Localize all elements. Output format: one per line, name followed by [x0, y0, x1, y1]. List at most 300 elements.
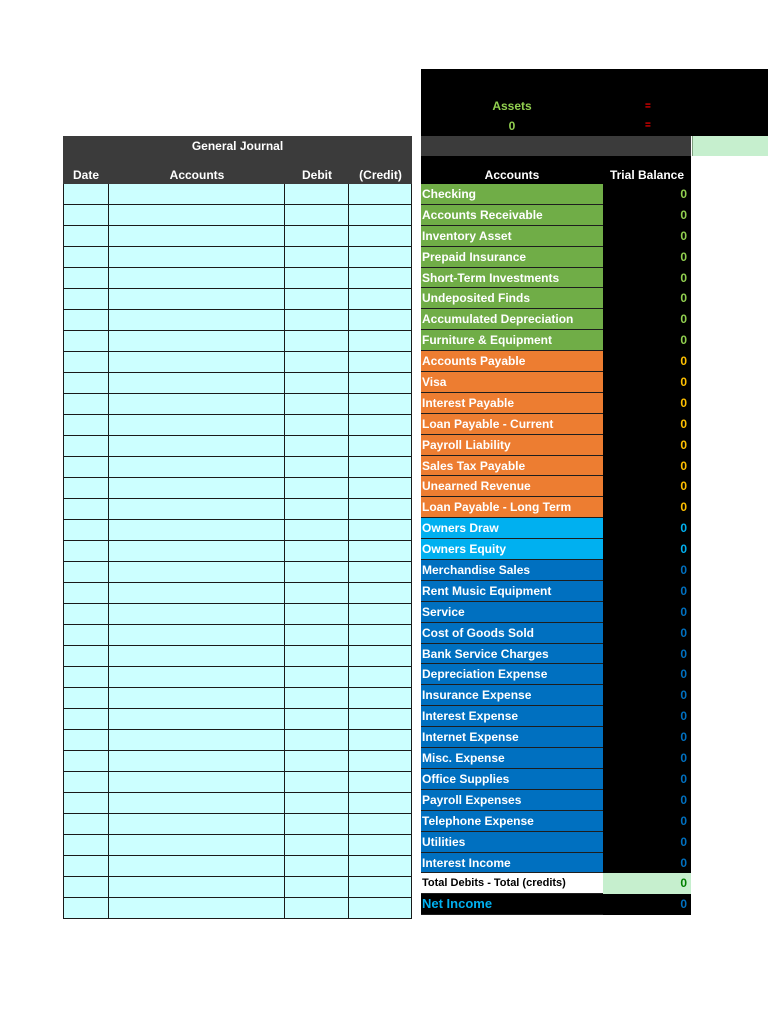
journal-cell-date[interactable]	[63, 205, 109, 226]
trial-balance-row	[421, 268, 691, 289]
journal-cell-account[interactable]	[109, 394, 285, 415]
journal-cell-account[interactable]	[109, 793, 285, 814]
journal-cell-date[interactable]	[63, 289, 109, 310]
account-balance[interactable]: 0	[603, 372, 691, 393]
journal-cell-date[interactable]	[63, 793, 109, 814]
account-name[interactable]: Accounts Payable	[421, 351, 603, 372]
journal-cell-account[interactable]	[109, 520, 285, 541]
journal-cell-credit[interactable]	[349, 205, 412, 226]
trial-balance-row	[421, 853, 691, 874]
journal-cell-account[interactable]	[109, 814, 285, 835]
journal-cell-credit[interactable]	[349, 541, 412, 562]
account-balance[interactable]: 0	[603, 226, 691, 247]
journal-cell-date[interactable]	[63, 520, 109, 541]
journal-cell-debit[interactable]	[285, 499, 349, 520]
journal-cell-account[interactable]	[109, 499, 285, 520]
journal-row	[63, 583, 412, 604]
journal-cell-account[interactable]	[109, 289, 285, 310]
trial-balance-row	[421, 330, 691, 351]
journal-cell-account[interactable]	[109, 226, 285, 247]
journal-row	[63, 289, 412, 310]
account-balance[interactable]: 0	[603, 351, 691, 372]
account-balance[interactable]: 0	[603, 644, 691, 665]
journal-cell-credit[interactable]	[349, 289, 412, 310]
journal-cell-credit[interactable]	[349, 436, 412, 457]
journal-cell-date[interactable]	[63, 751, 109, 772]
journal-cell-debit[interactable]	[285, 373, 349, 394]
journal-row	[63, 793, 412, 814]
journal-cell-date[interactable]	[63, 457, 109, 478]
journal-cell-debit[interactable]	[285, 604, 349, 625]
trial-balance-row	[421, 435, 691, 456]
journal-cell-debit[interactable]	[285, 520, 349, 541]
journal-cell-credit[interactable]	[349, 625, 412, 646]
journal-cell-date[interactable]	[63, 184, 109, 205]
account-balance[interactable]: 0	[603, 748, 691, 769]
journal-cell-debit[interactable]	[285, 478, 349, 499]
journal-cell-credit[interactable]	[349, 772, 412, 793]
journal-cell-account[interactable]	[109, 457, 285, 478]
account-balance[interactable]: 0	[603, 790, 691, 811]
trial-balance-row	[421, 644, 691, 665]
journal-row	[63, 394, 412, 415]
journal-cell-date[interactable]	[63, 856, 109, 877]
account-name[interactable]: Owners Equity	[421, 539, 603, 560]
journal-cell-credit[interactable]	[349, 184, 412, 205]
journal-cell-credit[interactable]	[349, 877, 412, 898]
trial-balance-row	[421, 602, 691, 623]
journal-cell-account[interactable]	[109, 415, 285, 436]
journal-cell-account[interactable]	[109, 835, 285, 856]
trial-balance-row	[421, 748, 691, 769]
trial-balance-row	[421, 790, 691, 811]
journal-cell-account[interactable]	[109, 310, 285, 331]
journal-row	[63, 352, 412, 373]
trial-balance-row	[421, 205, 691, 226]
account-balance[interactable]: 0	[603, 393, 691, 414]
journal-cell-debit[interactable]	[285, 352, 349, 373]
journal-row	[63, 415, 412, 436]
journal-cell-account[interactable]	[109, 772, 285, 793]
journal-title: General Journal	[191, 139, 284, 153]
journal-cell-account[interactable]	[109, 625, 285, 646]
account-name[interactable]: Interest Income	[421, 853, 603, 874]
journal-row	[63, 226, 412, 247]
account-name[interactable]: Sales Tax Payable	[421, 456, 603, 477]
account-name[interactable]: Accumulated Depreciation	[421, 309, 603, 330]
trial-balance-row	[421, 706, 691, 727]
account-name[interactable]: Cost of Goods Sold	[421, 623, 603, 644]
equation-mark: =	[645, 120, 651, 131]
journal-cell-debit[interactable]	[285, 730, 349, 751]
account-balance[interactable]: 0	[603, 309, 691, 330]
account-balance[interactable]: 0	[603, 706, 691, 727]
journal-cell-date[interactable]	[63, 814, 109, 835]
journal-cell-credit[interactable]	[349, 688, 412, 709]
journal-row	[63, 835, 412, 856]
journal-cell-date[interactable]	[63, 394, 109, 415]
journal-cell-debit[interactable]	[285, 709, 349, 730]
trial-balance-row	[421, 623, 691, 644]
journal-cell-date[interactable]	[63, 835, 109, 856]
journal-cell-credit[interactable]	[349, 226, 412, 247]
journal-cell-debit[interactable]	[285, 268, 349, 289]
journal-row	[63, 247, 412, 268]
journal-cell-account[interactable]	[109, 331, 285, 352]
journal-cell-date[interactable]	[63, 331, 109, 352]
account-name[interactable]: Service	[421, 602, 603, 623]
journal-row	[63, 520, 412, 541]
journal-header-credit: (Credit)	[359, 168, 402, 182]
journal-row	[63, 646, 412, 667]
journal-cell-account[interactable]	[109, 184, 285, 205]
account-name[interactable]: Payroll Liability	[421, 435, 603, 456]
balance-check-cell[interactable]	[692, 136, 768, 156]
journal-cell-credit[interactable]	[349, 583, 412, 604]
journal-cell-debit[interactable]	[285, 835, 349, 856]
journal-cell-date[interactable]	[63, 688, 109, 709]
equation-mark: =	[645, 101, 651, 112]
journal-cell-debit[interactable]	[285, 688, 349, 709]
account-balance[interactable]: 0	[603, 832, 691, 853]
journal-cell-date[interactable]	[63, 625, 109, 646]
journal-row	[63, 730, 412, 751]
journal-row	[63, 625, 412, 646]
account-balance[interactable]: 0	[603, 330, 691, 351]
journal-cell-debit[interactable]	[285, 310, 349, 331]
journal-header-accounts: Accounts	[169, 168, 225, 182]
account-balance[interactable]: 0	[603, 247, 691, 268]
journal-row	[63, 478, 412, 499]
journal-cell-debit[interactable]	[285, 226, 349, 247]
journal-row	[63, 667, 412, 688]
account-name[interactable]: Depreciation Expense	[421, 664, 603, 685]
journal-row	[63, 604, 412, 625]
journal-row	[63, 331, 412, 352]
journal-cell-account[interactable]	[109, 856, 285, 877]
journal-header-row	[63, 156, 412, 184]
account-name[interactable]: Misc. Expense	[421, 748, 603, 769]
journal-cell-account[interactable]	[109, 436, 285, 457]
journal-rows	[63, 184, 412, 919]
journal-cell-debit[interactable]	[285, 583, 349, 604]
journal-cell-debit[interactable]	[285, 289, 349, 310]
trial-balance-row	[421, 664, 691, 685]
account-name[interactable]: Utilities	[421, 832, 603, 853]
journal-cell-account[interactable]	[109, 604, 285, 625]
account-name[interactable]: Telephone Expense	[421, 811, 603, 832]
journal-cell-credit[interactable]	[349, 793, 412, 814]
journal-cell-credit[interactable]	[349, 520, 412, 541]
journal-cell-credit[interactable]	[349, 751, 412, 772]
journal-cell-date[interactable]	[63, 772, 109, 793]
account-balance[interactable]: 0	[603, 414, 691, 435]
account-name[interactable]: Undeposited Finds	[421, 288, 603, 309]
journal-cell-account[interactable]	[109, 205, 285, 226]
account-name[interactable]: Office Supplies	[421, 769, 603, 790]
trial-balance-row	[421, 414, 691, 435]
journal-row	[63, 457, 412, 478]
journal-cell-debit[interactable]	[285, 541, 349, 562]
journal-cell-date[interactable]	[63, 646, 109, 667]
account-name[interactable]: Accounts Receivable	[421, 205, 603, 226]
summary-panel	[421, 69, 768, 136]
journal-cell-debit[interactable]	[285, 646, 349, 667]
journal-cell-date[interactable]	[63, 898, 109, 919]
journal-row	[63, 772, 412, 793]
account-name[interactable]: Payroll Expenses	[421, 790, 603, 811]
trial-balance-row	[421, 811, 691, 832]
account-balance[interactable]: 0	[603, 476, 691, 497]
journal-row	[63, 373, 412, 394]
account-balance[interactable]: 0	[603, 602, 691, 623]
account-name[interactable]: Inventory Asset	[421, 226, 603, 247]
journal-cell-debit[interactable]	[285, 205, 349, 226]
account-balance[interactable]: 0	[603, 894, 691, 915]
journal-cell-account[interactable]	[109, 247, 285, 268]
journal-title-bar	[63, 136, 412, 156]
assets-value[interactable]: 0	[508, 119, 516, 133]
account-balance[interactable]: 0	[603, 184, 691, 205]
account-name[interactable]: Visa	[421, 372, 603, 393]
journal-cell-credit[interactable]	[349, 457, 412, 478]
trial-balance-row	[421, 685, 691, 706]
journal-cell-date[interactable]	[63, 583, 109, 604]
account-balance[interactable]: 0	[603, 811, 691, 832]
journal-cell-date[interactable]	[63, 436, 109, 457]
account-balance[interactable]: 0	[603, 539, 691, 560]
trial-balance-row	[421, 309, 691, 330]
account-name[interactable]: Loan Payable - Current	[421, 414, 603, 435]
journal-cell-credit[interactable]	[349, 604, 412, 625]
account-name[interactable]: Insurance Expense	[421, 685, 603, 706]
journal-cell-credit[interactable]	[349, 352, 412, 373]
trial-balance-header-row	[421, 156, 691, 184]
account-balance[interactable]: 0	[603, 435, 691, 456]
journal-cell-credit[interactable]	[349, 562, 412, 583]
journal-cell-date[interactable]	[63, 877, 109, 898]
journal-row	[63, 709, 412, 730]
journal-cell-account[interactable]	[109, 583, 285, 604]
trial-balance-row	[421, 393, 691, 414]
journal-row	[63, 184, 412, 205]
trial-balance-header-accounts: Accounts	[484, 168, 540, 182]
trial-balance-row	[421, 727, 691, 748]
journal-cell-credit[interactable]	[349, 310, 412, 331]
trial-balance-row	[421, 226, 691, 247]
journal-cell-account[interactable]	[109, 877, 285, 898]
journal-cell-account[interactable]	[109, 478, 285, 499]
trial-balance-header-balance: Trial Balance	[609, 168, 685, 182]
journal-row	[63, 562, 412, 583]
journal-cell-debit[interactable]	[285, 898, 349, 919]
trial-balance-row	[421, 184, 691, 205]
trial-balance-row	[421, 372, 691, 393]
journal-cell-account[interactable]	[109, 730, 285, 751]
account-name[interactable]: Prepaid Insurance	[421, 247, 603, 268]
journal-cell-credit[interactable]	[349, 646, 412, 667]
journal-cell-credit[interactable]	[349, 730, 412, 751]
journal-cell-date[interactable]	[63, 541, 109, 562]
journal-header-date: Date	[72, 168, 99, 182]
journal-cell-date[interactable]	[63, 268, 109, 289]
journal-cell-account[interactable]	[109, 373, 285, 394]
trial-balance-row	[421, 769, 691, 790]
account-balance[interactable]: 0	[603, 518, 691, 539]
journal-cell-debit[interactable]	[285, 667, 349, 688]
journal-cell-date[interactable]	[63, 730, 109, 751]
account-balance[interactable]: 0	[603, 623, 691, 644]
account-name[interactable]: Furniture & Equipment	[421, 330, 603, 351]
account-name[interactable]: Owners Draw	[421, 518, 603, 539]
journal-cell-debit[interactable]	[285, 394, 349, 415]
trial-balance-title-bar	[421, 136, 691, 156]
account-name[interactable]: Bank Service Charges	[421, 644, 603, 665]
journal-header-debit: Debit	[302, 168, 332, 182]
journal-cell-date[interactable]	[63, 226, 109, 247]
journal-cell-credit[interactable]	[349, 268, 412, 289]
journal-cell-date[interactable]	[63, 499, 109, 520]
trial-balance-row	[421, 288, 691, 309]
account-balance[interactable]: 0	[603, 664, 691, 685]
journal-row	[63, 688, 412, 709]
account-balance[interactable]: 0	[603, 685, 691, 706]
journal-cell-debit[interactable]	[285, 856, 349, 877]
general-journal	[63, 136, 412, 919]
account-balance[interactable]: 0	[603, 268, 691, 289]
account-balance[interactable]: 0	[603, 769, 691, 790]
account-name[interactable]: Net Income	[421, 894, 603, 915]
journal-cell-debit[interactable]	[285, 751, 349, 772]
journal-row	[63, 499, 412, 520]
journal-cell-account[interactable]	[109, 268, 285, 289]
journal-cell-debit[interactable]	[285, 436, 349, 457]
trial-balance-row	[421, 476, 691, 497]
journal-cell-date[interactable]	[63, 373, 109, 394]
journal-row	[63, 541, 412, 562]
account-name[interactable]: Loan Payable - Long Term	[421, 497, 603, 518]
account-balance[interactable]: 0	[603, 497, 691, 518]
account-balance[interactable]: 0	[603, 853, 691, 874]
journal-cell-account[interactable]	[109, 898, 285, 919]
journal-row	[63, 814, 412, 835]
journal-row	[63, 205, 412, 226]
journal-cell-credit[interactable]	[349, 835, 412, 856]
journal-cell-debit[interactable]	[285, 415, 349, 436]
journal-cell-credit[interactable]	[349, 667, 412, 688]
journal-cell-credit[interactable]	[349, 499, 412, 520]
account-name[interactable]: Short-Term Investments	[421, 268, 603, 289]
journal-cell-debit[interactable]	[285, 184, 349, 205]
journal-row	[63, 877, 412, 898]
journal-cell-date[interactable]	[63, 478, 109, 499]
journal-row	[63, 310, 412, 331]
account-name[interactable]: Merchandise Sales	[421, 560, 603, 581]
journal-cell-debit[interactable]	[285, 772, 349, 793]
account-name[interactable]: Unearned Revenue	[421, 476, 603, 497]
account-name[interactable]: Interest Payable	[421, 393, 603, 414]
journal-cell-date[interactable]	[63, 604, 109, 625]
account-balance[interactable]: 0	[603, 727, 691, 748]
journal-row	[63, 856, 412, 877]
trial-balance-row	[421, 560, 691, 581]
account-balance[interactable]: 0	[603, 456, 691, 477]
journal-cell-debit[interactable]	[285, 793, 349, 814]
assets-label: Assets	[492, 99, 532, 113]
trial-balance-row	[421, 832, 691, 853]
journal-cell-account[interactable]	[109, 709, 285, 730]
account-name[interactable]: Checking	[421, 184, 603, 205]
journal-cell-credit[interactable]	[349, 394, 412, 415]
journal-cell-account[interactable]	[109, 352, 285, 373]
journal-cell-account[interactable]	[109, 688, 285, 709]
account-balance[interactable]: 0	[603, 560, 691, 581]
journal-cell-credit[interactable]	[349, 814, 412, 835]
journal-cell-credit[interactable]	[349, 856, 412, 877]
journal-cell-credit[interactable]	[349, 478, 412, 499]
journal-cell-debit[interactable]	[285, 562, 349, 583]
journal-cell-date[interactable]	[63, 247, 109, 268]
journal-cell-date[interactable]	[63, 562, 109, 583]
journal-cell-debit[interactable]	[285, 877, 349, 898]
journal-cell-credit[interactable]	[349, 709, 412, 730]
journal-row	[63, 751, 412, 772]
journal-row	[63, 436, 412, 457]
account-name[interactable]: Interest Expense	[421, 706, 603, 727]
journal-cell-date[interactable]	[63, 709, 109, 730]
journal-cell-debit[interactable]	[285, 457, 349, 478]
journal-cell-account[interactable]	[109, 562, 285, 583]
journal-cell-debit[interactable]	[285, 247, 349, 268]
journal-cell-account[interactable]	[109, 541, 285, 562]
trial-balance-row	[421, 247, 691, 268]
trial-balance-rows	[421, 184, 691, 915]
journal-cell-date[interactable]	[63, 667, 109, 688]
journal-cell-date[interactable]	[63, 352, 109, 373]
account-balance[interactable]: 0	[603, 581, 691, 602]
journal-cell-date[interactable]	[63, 415, 109, 436]
journal-row	[63, 268, 412, 289]
journal-cell-credit[interactable]	[349, 247, 412, 268]
trial-balance-row	[421, 456, 691, 477]
trial-balance-row	[421, 518, 691, 539]
journal-cell-date[interactable]	[63, 310, 109, 331]
trial-balance-row	[421, 351, 691, 372]
trial-balance-row	[421, 873, 691, 894]
journal-cell-credit[interactable]	[349, 898, 412, 919]
journal-cell-debit[interactable]	[285, 625, 349, 646]
journal-cell-debit[interactable]	[285, 814, 349, 835]
journal-row	[63, 898, 412, 919]
account-name[interactable]: Internet Expense	[421, 727, 603, 748]
journal-cell-credit[interactable]	[349, 415, 412, 436]
journal-cell-account[interactable]	[109, 751, 285, 772]
trial-balance-row	[421, 894, 691, 915]
account-name[interactable]: Total Debits - Total (credits)	[421, 873, 603, 894]
account-balance[interactable]: 0	[603, 288, 691, 309]
account-balance[interactable]: 0	[603, 205, 691, 226]
trial-balance-row	[421, 539, 691, 560]
journal-cell-account[interactable]	[109, 667, 285, 688]
trial-balance-row	[421, 581, 691, 602]
journal-cell-debit[interactable]	[285, 331, 349, 352]
trial-balance-row	[421, 497, 691, 518]
account-name[interactable]: Rent Music Equipment	[421, 581, 603, 602]
journal-cell-account[interactable]	[109, 646, 285, 667]
journal-cell-credit[interactable]	[349, 331, 412, 352]
journal-cell-credit[interactable]	[349, 373, 412, 394]
account-balance[interactable]: 0	[603, 873, 691, 894]
